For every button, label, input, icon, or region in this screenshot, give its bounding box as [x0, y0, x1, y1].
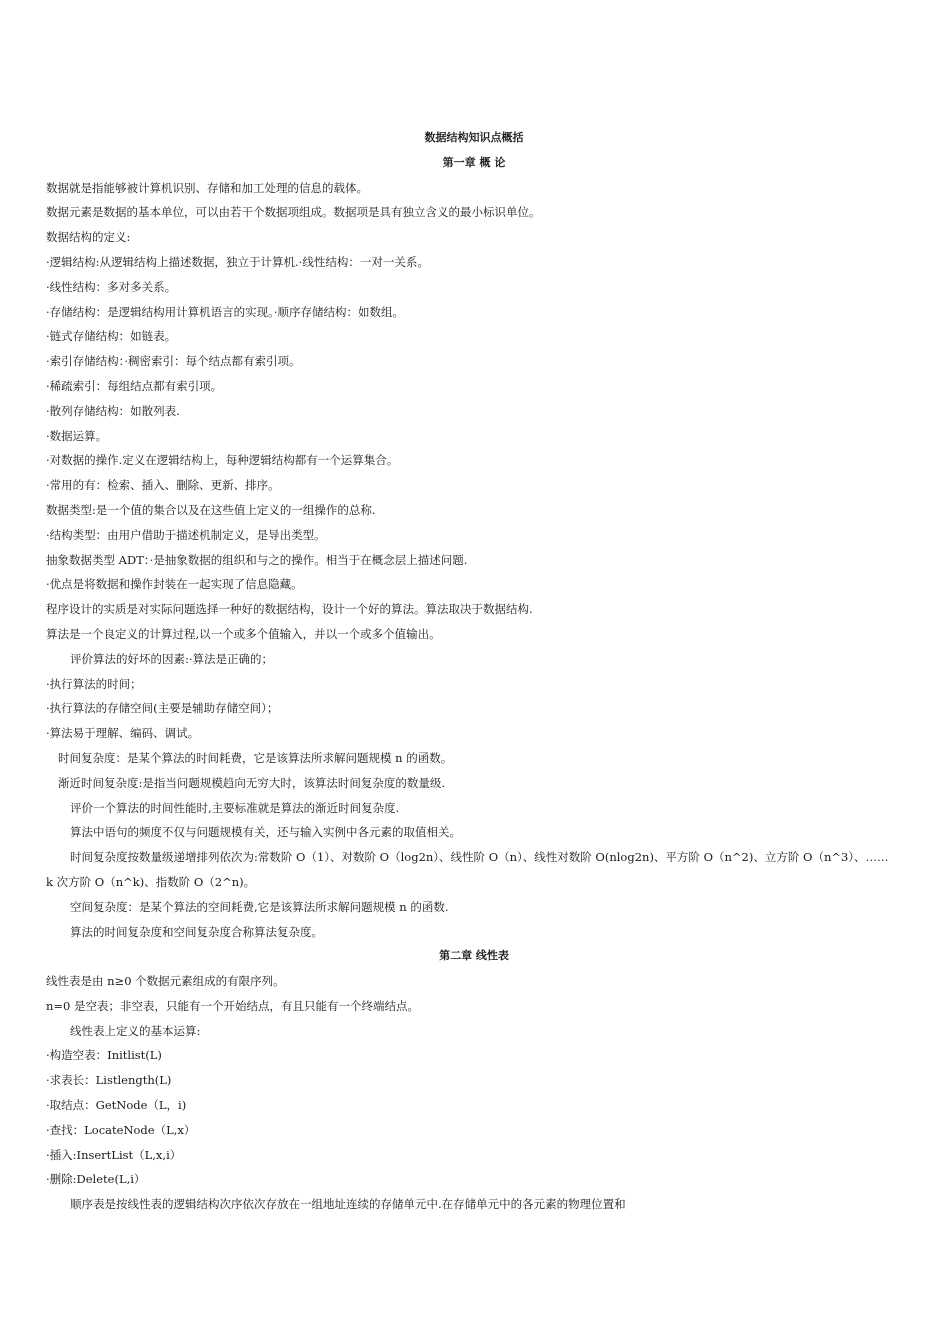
list-item: ·索引存储结构：·稠密索引：每个结点都有索引项。 [46, 354, 301, 369]
document-title: 数据结构知识点概括 [424, 131, 524, 144]
paragraph: 程序设计的实质是对实际问题选择一种好的数据结构，设计一个好的算法。算法取决于数据结构. [46, 602, 533, 617]
document-body [46, 126, 902, 1217]
paragraph: 线性表是由 n≥0 个数据元素组成的有限序列。 [46, 974, 285, 989]
paragraph: 空间复杂度：是某个算法的空间耗费,它是该算法所求解问题规模 n 的函数. [70, 899, 449, 914]
list-item: ·常用的有：检索、插入、删除、更新、排序。 [46, 478, 280, 493]
list-item: ·存储结构：是逻辑结构用计算机语言的实现。·顺序存储结构：如数组。 [46, 304, 405, 319]
paragraph: 时间复杂度：是某个算法的时间耗费，它是该算法所求解问题规模 n 的函数。 [58, 750, 453, 765]
list-item: ·线性结构：多对多关系。 [46, 279, 177, 294]
paragraph: 时间复杂度按数量级递增排列依次为:常数阶 O（1）、对数阶 O（log2n）、线性阶 O（n）、线性对数阶 O(nlog2n)、平方阶 O（n^2)、立方阶 O（n^3）、…… [70, 850, 889, 865]
paragraph: 算法中语句的频度不仅与问题规模有关，还与输入实例中各元素的取值相关。 [70, 825, 461, 840]
paragraph: 数据类型:是一个值的集合以及在这些值上定义的一组操作的总称. [46, 502, 376, 517]
list-item: ·散列存储结构：如散列表. [46, 403, 180, 418]
paragraph: 数据结构的定义: [46, 230, 131, 245]
list-item: ·逻辑结构:从逻辑结构上描述数据，独立于计算机.·线性结构：一对一关系。 [46, 254, 429, 269]
paragraph: 算法的时间复杂度和空间复杂度合称算法复杂度。 [70, 924, 323, 939]
list-item: ·构造空表：Initlist(L) [46, 1048, 162, 1063]
chapter-1-heading: 第一章 概 论 [442, 155, 506, 169]
list-item: ·执行算法的存储空间(主要是辅助存储空间）； [46, 701, 279, 716]
list-item: ·插入:InsertList（L,x,i） [46, 1147, 182, 1162]
list-item: ·执行算法的时间； [46, 676, 142, 691]
list-item: ·取结点：GetNode（L，i) [46, 1098, 187, 1113]
list-item: ·稀疏索引：每组结点都有索引项。 [46, 378, 223, 393]
list-item: ·数据运算。 [46, 428, 108, 443]
paragraph: 算法是一个良定义的计算过程,以一个或多个值输入，并以一个或多个值输出。 [46, 626, 441, 641]
list-item: ·链式存储结构：如链表。 [46, 329, 177, 344]
list-item: ·算法易于理解、编码、调试。 [46, 726, 200, 741]
paragraph: 数据元素是数据的基本单位，可以由若干个数据项组成。数据项是具有独立含义的最小标识单位。 [46, 205, 541, 220]
list-item: ·结构类型：由用户借助于描述机制定义，是导出类型。 [46, 527, 326, 542]
paragraph: 数据就是指能够被计算机识别、存储和加工处理的信息的载体。 [46, 180, 368, 195]
paragraph: 顺序表是按线性表的逻辑结构次序依次存放在一组地址连续的存储单元中.在存储单元中的各元素的物理位置和 [70, 1197, 626, 1212]
list-item: ·求表长：Listlength(L) [46, 1073, 172, 1088]
list-item: ·优点是将数据和操作封装在一起实现了信息隐藏。 [46, 577, 303, 592]
paragraph: 评价算法的好坏的因素:·算法是正确的； [70, 651, 274, 666]
paragraph: 线性表上定义的基本运算: [70, 1023, 201, 1038]
list-item: ·查找：LocateNode（L,x） [46, 1122, 196, 1137]
paragraph: 抽象数据类型 ADT：·是抽象数据的组织和与之的操作。相当于在概念层上描述问题. [46, 552, 468, 567]
paragraph: 评价一个算法的时间性能时,主要标准就是算法的渐近时间复杂度. [70, 800, 400, 815]
paragraph: n=0 是空表；非空表，只能有一个开始结点，有且只能有一个终端结点。 [46, 998, 420, 1013]
paragraph: 渐近时间复杂度:是指当问题规模趋向无穷大时，该算法时间复杂度的数量级. [58, 775, 446, 790]
chapter-2-heading: 第二章 线性表 [439, 949, 509, 963]
list-item: ·对数据的操作.定义在逻辑结构上，每种逻辑结构都有一个运算集合。 [46, 453, 399, 468]
list-item: ·删除:Delete(L,i） [46, 1172, 146, 1187]
paragraph: k 次方阶 O（n^k)、指数阶 O（2^n)。 [46, 874, 256, 889]
